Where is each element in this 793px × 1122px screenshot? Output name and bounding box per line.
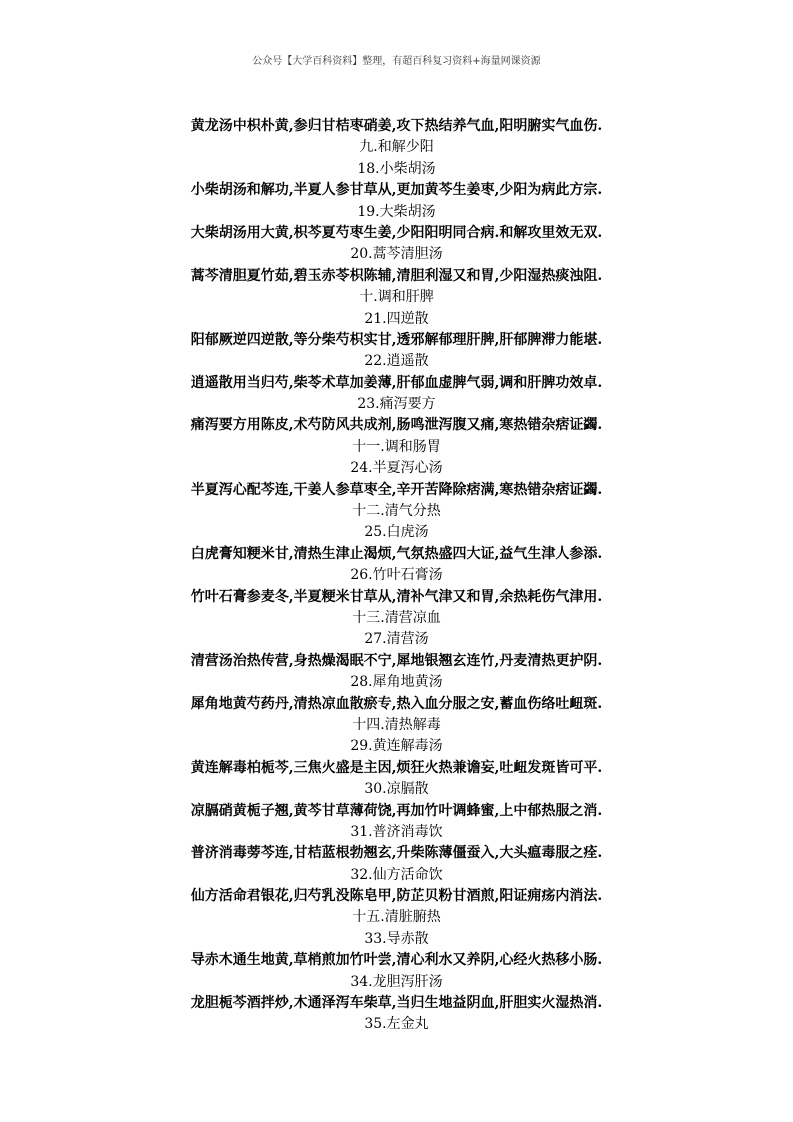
section-heading: 28.犀角地黄汤 xyxy=(350,674,443,691)
section-heading: 十三.清营凉血 xyxy=(352,609,441,626)
verse-line: 清营汤治热传营,身热燥渴眠不宁,犀地银翘玄连竹,丹麦清热更护阴. xyxy=(190,652,603,669)
page-header: 公众号【大学百科资料】整理，有超百科复习资料+海量网课资源 xyxy=(252,56,541,67)
section-heading: 33.导赤散 xyxy=(364,930,429,947)
verse-line: 竹叶石膏参麦冬,半夏粳米甘草从,清补气津又和胃,余热耗伤气津用. xyxy=(190,588,603,605)
section-heading: 27.清营汤 xyxy=(364,631,429,648)
section-heading: 26.竹叶石膏汤 xyxy=(350,567,443,584)
section-heading: 30.凉膈散 xyxy=(364,781,429,798)
verse-line: 大柴胡汤用大黄,枳芩夏芍枣生姜,少阳阳明同合病.和解攻里效无双. xyxy=(190,224,603,241)
section-heading: 九.和解少阳 xyxy=(359,139,434,156)
verse-line: 龙胆栀芩酒拌炒,木通泽泻车柴草,当归生地益阴血,肝胆实火湿热消. xyxy=(190,995,603,1012)
verse-line: 导赤木通生地黄,草梢煎加竹叶尝,清心利水又养阴,心经火热移小肠. xyxy=(190,952,603,969)
section-heading: 29.黄连解毒汤 xyxy=(350,738,443,755)
verse-line: 蒿芩清胆夏竹茹,碧玉赤苓枳陈辅,清胆利湿又和胃,少阳湿热痰浊阻. xyxy=(190,267,603,284)
verse-line: 犀角地黄芍药丹,清热凉血散瘀专,热入血分服之安,蓄血伤络吐衄斑. xyxy=(190,695,603,712)
document-body xyxy=(0,116,793,1036)
section-heading: 十四.清热解毒 xyxy=(352,716,441,733)
verse-line: 半夏泻心配芩连,干姜人参草枣全,辛开苦降除痞满,寒热错杂痞证蠲. xyxy=(190,481,603,498)
section-heading: 十五.清脏腑热 xyxy=(352,909,441,926)
section-heading: 23.痛泻要方 xyxy=(357,396,436,413)
section-heading: 18.小柴胡汤 xyxy=(357,160,436,177)
section-heading: 21.四逆散 xyxy=(364,310,429,327)
section-heading: 31.普济消毒饮 xyxy=(350,823,443,840)
verse-line: 阳郁厥逆四逆散,等分柴芍枳实甘,透邪解郁理肝脾,肝郁脾滞力能堪. xyxy=(190,331,603,348)
section-heading: 十.调和肝脾 xyxy=(359,289,434,306)
verse-line: 逍遥散用当归芍,柴苓术草加姜薄,肝郁血虚脾气弱,调和肝脾功效卓. xyxy=(190,374,603,391)
verse-line: 凉膈硝黄栀子翘,黄芩甘草薄荷饶,再加竹叶调蜂蜜,上中郁热服之消. xyxy=(190,802,603,819)
section-heading: 十二.清气分热 xyxy=(352,503,441,520)
verse-line: 痛泻要方用陈皮,术芍防风共成剂,肠鸣泄泻腹又痛,寒热错杂痞证蠲. xyxy=(190,417,603,434)
section-heading: 十一.调和肠胃 xyxy=(352,438,441,455)
verse-line: 小柴胡汤和解功,半夏人参甘草从,更加黄芩生姜枣,少阳为病此方宗. xyxy=(190,182,603,199)
section-heading: 22.逍遥散 xyxy=(364,353,429,370)
section-heading: 35.左金丸 xyxy=(364,1016,429,1033)
section-heading: 19.大柴胡汤 xyxy=(357,203,436,220)
section-heading: 25.白虎汤 xyxy=(364,524,429,541)
verse-line: 仙方活命君银花,归芍乳没陈皂甲,防芷贝粉甘酒煎,阳证痈疡内消法. xyxy=(190,888,603,905)
section-heading: 24.半夏泻心汤 xyxy=(350,460,443,477)
section-heading: 20.蒿芩清胆汤 xyxy=(350,246,443,263)
section-heading: 34.龙胆泻肝汤 xyxy=(350,973,443,990)
verse-line: 黄连解毒柏栀芩,三焦火盛是主因,烦狂火热兼谵妄,吐衄发斑皆可平. xyxy=(190,759,603,776)
verse-line: 黄龙汤中枳朴黄,参归甘桔枣硝姜,攻下热结养气血,阳明腑实气血伤. xyxy=(190,118,603,134)
verse-line: 白虎膏知粳米甘,清热生津止渴烦,气氛热盛四大证,益气生津人参添. xyxy=(190,545,603,562)
section-heading: 32.仙方活命饮 xyxy=(350,866,443,883)
verse-line: 普济消毒蒡芩连,甘桔蓝根勃翘玄,升柴陈薄僵蚕入,大头瘟毒服之痊. xyxy=(190,845,603,862)
